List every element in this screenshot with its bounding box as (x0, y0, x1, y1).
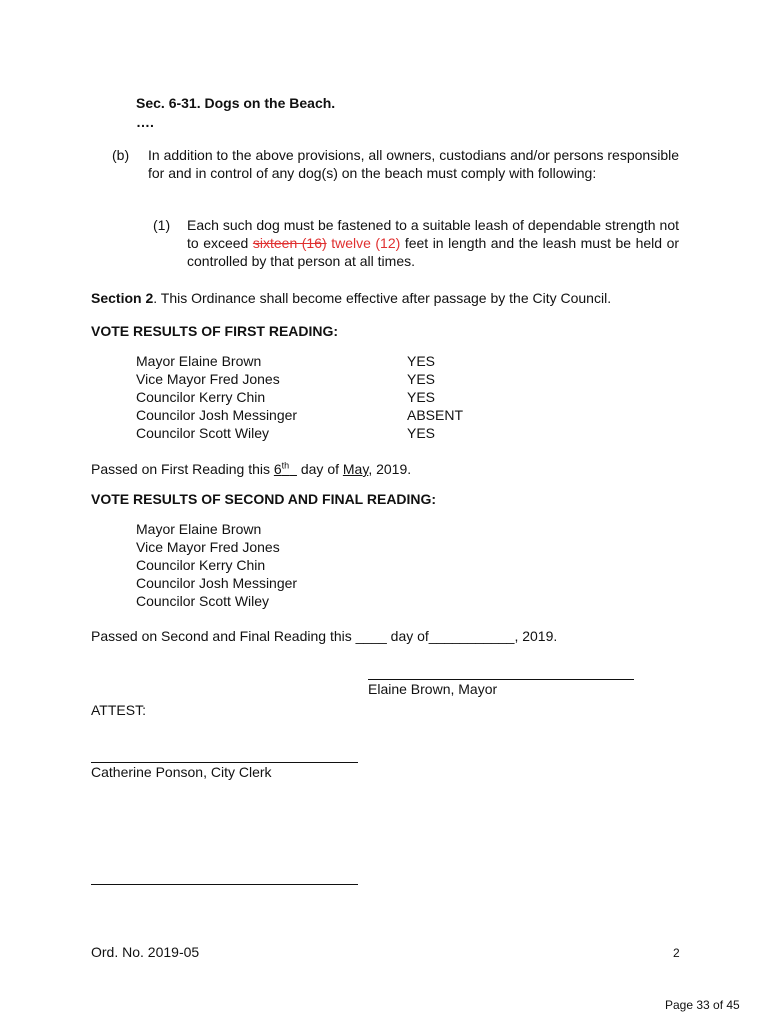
vote-name: Vice Mayor Fred Jones (136, 371, 280, 387)
passed-end: , 2019. (368, 461, 412, 477)
first-reading-heading: VOTE RESULTS OF FIRST READING: (91, 323, 339, 339)
struck-text: sixteen (16) (252, 235, 327, 251)
vote-name: Councilor Josh Messinger (136, 407, 298, 423)
ellipsis: …. (136, 114, 154, 130)
second-reading-heading: VOTE RESULTS OF SECOND AND FINAL READING: (91, 491, 437, 507)
section-2-text: . This Ordinance shall become effective after passage by the City Council. (153, 290, 612, 306)
item-1-text (187, 216, 679, 270)
passed-day (274, 461, 297, 477)
item-1-label: (1) (153, 217, 171, 233)
mayor-signature-label: Elaine Brown, Mayor (368, 681, 498, 697)
voter-name: Councilor Josh Messinger (136, 575, 298, 591)
passed-day-number: 6 (273, 461, 282, 477)
item-1-text-before: Each such dog must be fastened to a suitable leash of dependable strength not to exceed (187, 217, 679, 251)
para-b-text: In addition to the above provisions, all owners, custodians and/or persons responsible for and in control of any dog(s) on the beach must comply with following: (148, 147, 679, 181)
attest-label: ATTEST: (91, 702, 146, 718)
vote-result: ABSENT (407, 407, 464, 423)
voter-name: Councilor Kerry Chin (136, 557, 266, 573)
vote-name: Councilor Scott Wiley (136, 425, 270, 441)
passed-day-suffix: th (281, 460, 290, 471)
blank-signature-line (91, 884, 358, 885)
vote-result: YES (407, 371, 436, 387)
voter-name: Mayor Elaine Brown (136, 521, 262, 537)
section-2 (91, 289, 611, 307)
first-reading-passed (91, 460, 411, 478)
ordinance-number: Ord. No. 2019-05 (91, 944, 200, 960)
page-of-total: Page 33 of 45 (665, 998, 740, 1012)
para-b-label: (b) (112, 147, 130, 163)
section-2-label: Section 2 (91, 290, 154, 306)
passed-month: May (342, 461, 369, 477)
passed-mid: day of (296, 461, 343, 477)
second-reading-passed: Passed on Second and Final Reading this ____ day of___________, 2019. (91, 628, 558, 644)
inserted-text: twelve (12) (331, 235, 401, 251)
vote-name: Mayor Elaine Brown (136, 353, 262, 369)
section-heading: Sec. 6-31. Dogs on the Beach. (136, 95, 336, 111)
voter-name: Vice Mayor Fred Jones (136, 539, 280, 555)
vote-result: YES (407, 353, 436, 369)
vote-result: YES (407, 425, 436, 441)
voter-name: Councilor Scott Wiley (136, 593, 270, 609)
page-number: 2 (673, 946, 680, 960)
vote-result: YES (407, 389, 436, 405)
clerk-signature-label: Catherine Ponson, City Clerk (91, 764, 272, 780)
item-1-text-after: feet in length and the leash must be held or controlled by that person at all times. (187, 235, 680, 269)
vote-name: Councilor Kerry Chin (136, 389, 266, 405)
passed-prefix: Passed on First Reading this (91, 461, 274, 477)
